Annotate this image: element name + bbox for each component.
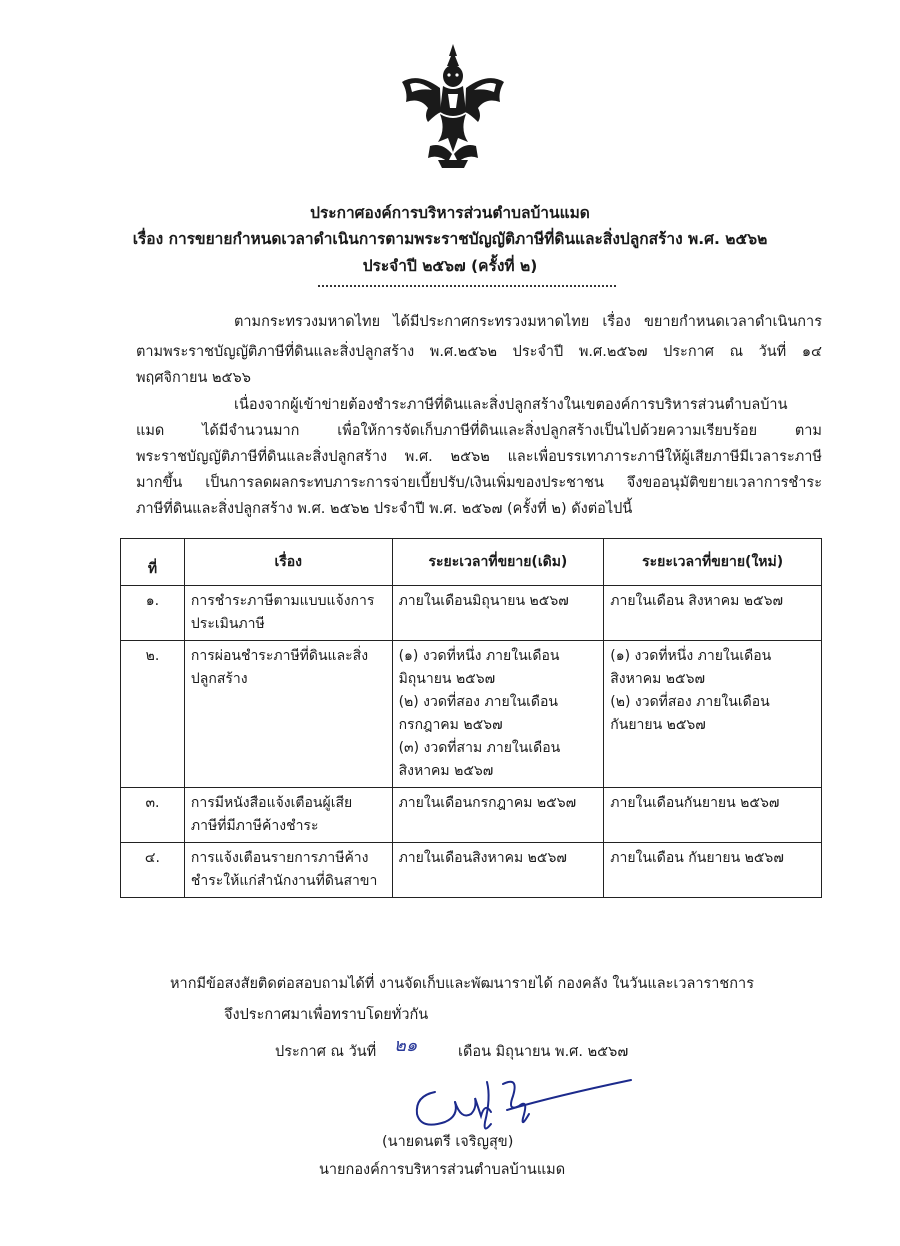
row-topic: การแจ้งเตือนรายการภาษีค้าง ชำระให้แก่สำนักงานที่ดินสาขา	[184, 843, 392, 898]
header-topic: เรื่อง	[184, 539, 392, 586]
announcement-year: ประจำปี ๒๕๖๗ (ครั้งที่ ๒)	[362, 257, 538, 275]
dotted-separator	[318, 285, 616, 287]
row-topic: การชำระภาษีตามแบบแจ้งการ ประเมินภาษี	[184, 586, 392, 641]
table-row	[121, 641, 822, 788]
handwritten-day: ๒๑	[394, 1035, 418, 1056]
row-number: ๑.	[121, 586, 185, 641]
paragraph-1-line-1: ตามกระทรวงมหาดไทย ได้มีประกาศกระทรวงมหาดไทย เรื่อง ขยายกำหนดเวลาดำเนินการ	[234, 314, 822, 330]
row-old-period: ภายในเดือนกรกฎาคม ๒๕๖๗	[392, 788, 604, 843]
contact-info: หากมีข้อสงสัยติดต่อสอบถามได้ที่ งานจัดเก็บและพัฒนารายได้ กองคลัง ในวันและเวลาราชการ	[170, 976, 754, 992]
row-old-period: ภายในเดือนมิถุนายน ๒๕๖๗	[392, 586, 604, 641]
paragraph-2-line-5: ภาษีที่ดินและสิ่งปลูกสร้าง พ.ศ. ๒๕๖๒ ประจำปี พ.ศ. ๒๕๖๗ (ครั้งที่ ๒) ดังต่อไปนี้	[136, 501, 633, 517]
announce-line: จึงประกาศมาเพื่อทราบโดยทั่วกัน	[224, 1007, 429, 1023]
row-topic: การผ่อนชำระภาษีที่ดินและสิ่ง ปลูกสร้าง	[184, 641, 392, 788]
row-number: ๓.	[121, 788, 185, 843]
date-suffix: เดือน มิถุนายน พ.ศ. ๒๕๖๗	[458, 1044, 629, 1060]
schedule-table	[120, 538, 822, 898]
row-new-period: (๑) งวดที่หนึ่ง ภายในเดือน สิงหาคม ๒๕๖๗ (๒) งวดที่สอง ภายในเดือน กันยายน ๒๕๖๗	[604, 641, 822, 788]
announcement-title: ประกาศองค์การบริหารส่วนตำบลบ้านแมด	[310, 204, 590, 222]
paragraph-2-line-3: พระราชบัญญัติภาษีที่ดินและสิ่งปลูกสร้าง พ.ศ. ๒๕๖๒ และเพื่อบรรเทาภาระภาษีให้ผู้เสียภาษีมีเวลาระภาษี	[136, 449, 822, 465]
header-number: ที่	[121, 539, 185, 586]
row-new-period: ภายในเดือน สิงหาคม ๒๕๖๗	[604, 586, 822, 641]
row-new-period: ภายในเดือน กันยายน ๒๕๖๗	[604, 843, 822, 898]
garuda-emblem-icon	[398, 42, 508, 170]
paragraph-2-line-1: เนื่องจากผู้เข้าข่ายต้องชำระภาษีที่ดินและสิ่งปลูกสร้างในเขตองค์การบริหารส่วนตำบลบ้าน	[234, 397, 788, 413]
row-old-period: ภายในเดือนสิงหาคม ๒๕๖๗	[392, 843, 604, 898]
row-new-period: ภายในเดือนกันยายน ๒๕๖๗	[604, 788, 822, 843]
paragraph-2-line-4: มากขึ้น เป็นการลดผลกระทบภาระการจ่ายเบี้ยปรับ/เงินเพิ่มของประชาชน จึงขออนุมัติขยายเวลาการชำระ	[136, 475, 822, 491]
announcement-subject: เรื่อง การขยายกำหนดเวลาดำเนินการตามพระราชบัญญัติภาษีที่ดินและสิ่งปลูกสร้าง พ.ศ. ๒๕๖๒	[132, 230, 768, 248]
header-old-period: ระยะเวลาที่ขยาย(เดิม)	[392, 539, 604, 586]
table-row	[121, 788, 822, 843]
paragraph-2-line-2: แมด ได้มีจำนวนมาก เพื่อให้การจัดเก็บภาษีที่ดินและสิ่งปลูกสร้างเป็นไปด้วยความเรียบร้อย ตาม	[136, 423, 822, 439]
signer-title: นายกองค์การบริหารส่วนตำบลบ้านแมด	[319, 1162, 566, 1178]
paragraph-1-line-2: ตามพระราชบัญญัติภาษีที่ดินและสิ่งปลูกสร้าง พ.ศ.๒๕๖๒ ประจำปี พ.ศ.๒๕๖๗ ประกาศ ณ วันที่ ๑๔	[136, 344, 822, 360]
table-row	[121, 586, 822, 641]
header-new-period: ระยะเวลาที่ขยาย(ใหม่)	[604, 539, 822, 586]
row-topic: การมีหนังสือแจ้งเตือนผู้เสีย ภาษีที่มีภาษีค้างชำระ	[184, 788, 392, 843]
table-header-row	[121, 539, 822, 586]
signer-name: (นายดนตรี เจริญสุข)	[382, 1134, 514, 1150]
row-old-period: (๑) งวดที่หนึ่ง ภายในเดือน มิถุนายน ๒๕๖๗ (๒) งวดที่สอง ภายในเดือน กรกฎาคม ๒๕๖๗ (๓) งวดที่สาม ภายในเดือน สิงหาคม ๒๕๖๗	[392, 641, 604, 788]
row-number: ๒.	[121, 641, 185, 788]
paragraph-1-line-3: พฤศจิกายน ๒๕๖๖	[136, 370, 251, 386]
row-number: ๔.	[121, 843, 185, 898]
table-row	[121, 843, 822, 898]
date-prefix: ประกาศ ณ วันที่	[275, 1044, 377, 1060]
